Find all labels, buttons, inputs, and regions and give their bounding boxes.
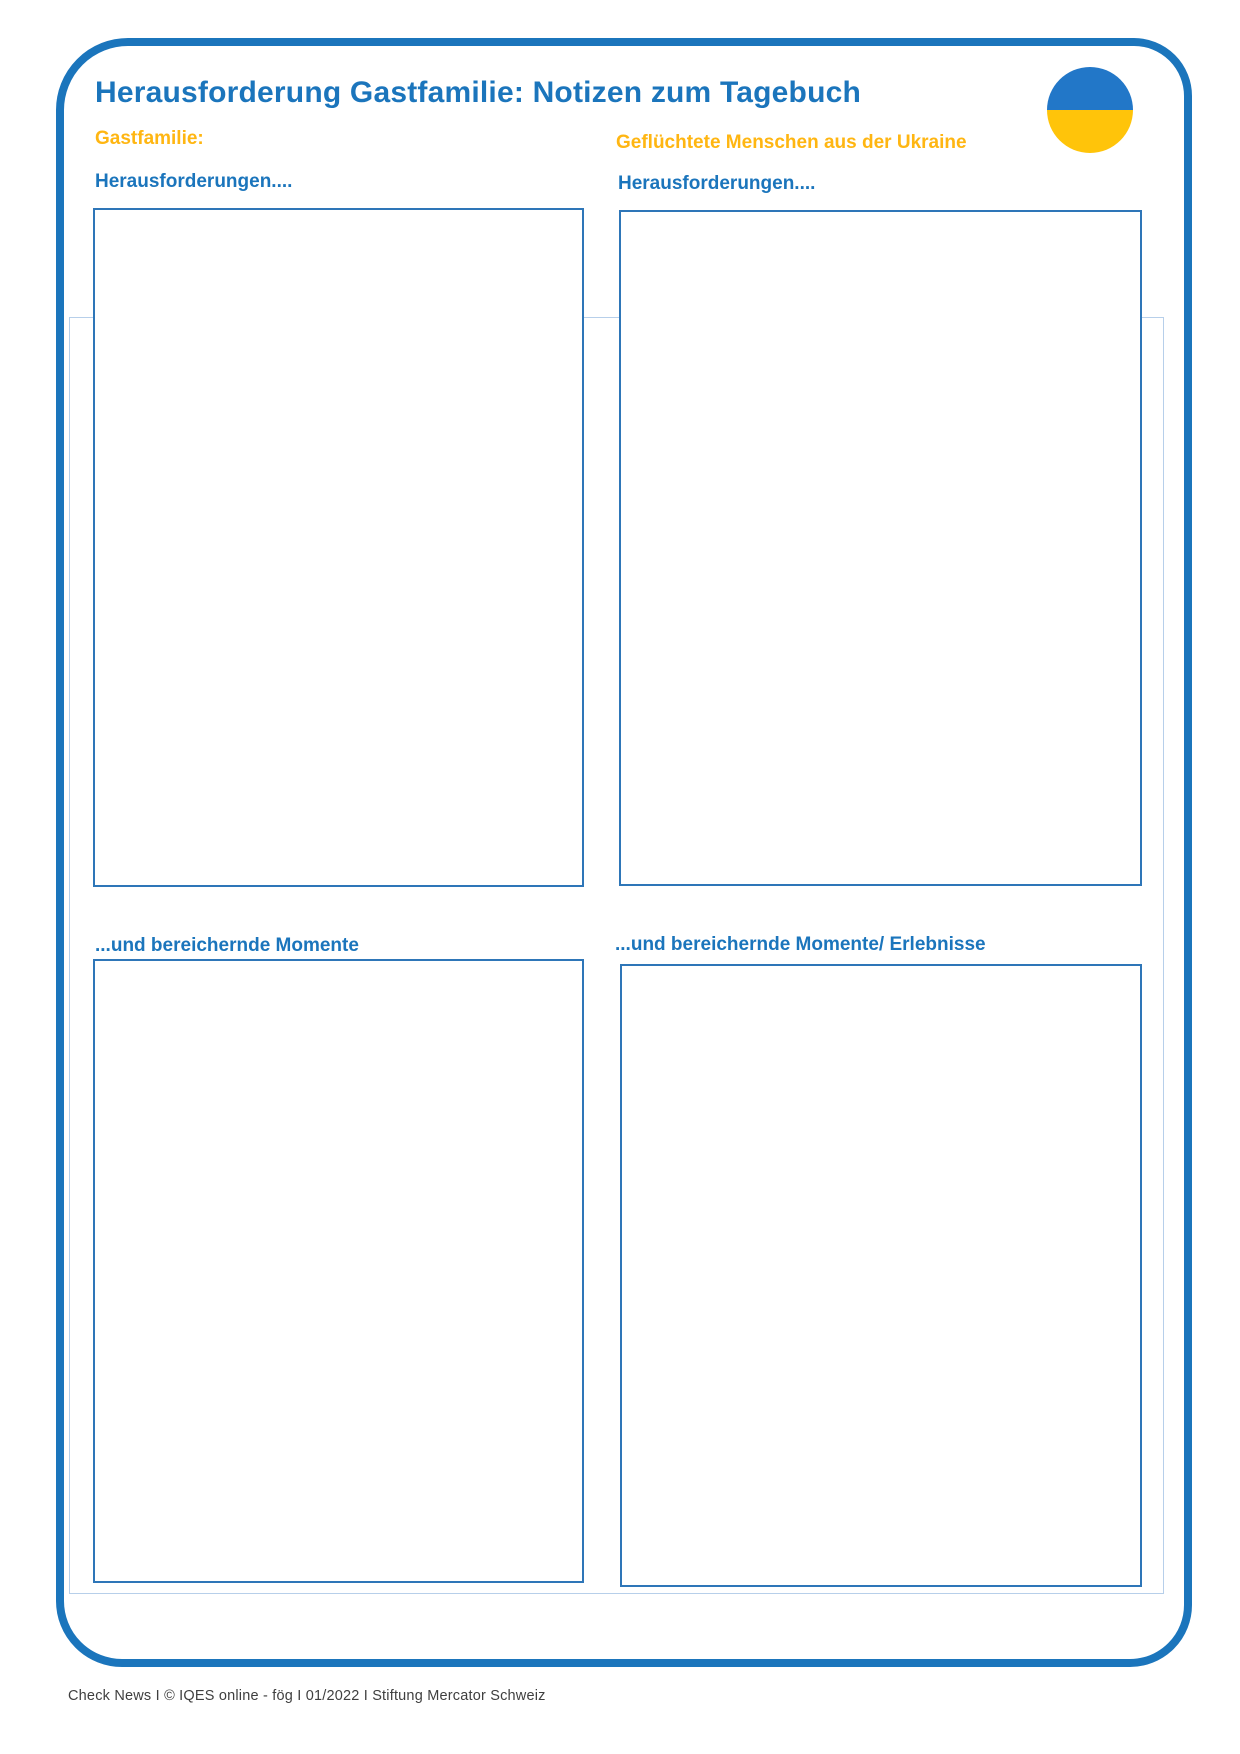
page-title: Herausforderung Gastfamilie: Notizen zum Tagebuch [95, 76, 862, 109]
notes-box-challenges-gastfamilie[interactable] [93, 208, 584, 887]
label-moments-right: ...und bereichernde Momente/ Erlebnisse [615, 934, 986, 955]
footer-credit: Check News I © IQES online - fög I 01/2022 I Stiftung Mercator Schweiz [68, 1688, 546, 1704]
label-challenges-right: Herausforderungen.... [618, 173, 816, 194]
column-header-gefluechtete: Geflüchtete Menschen aus der Ukraine [616, 132, 967, 153]
label-moments-left: ...und bereichernde Momente [95, 935, 359, 956]
notes-box-moments-gefluechtete[interactable] [620, 964, 1142, 1587]
notes-box-challenges-gefluechtete[interactable] [619, 210, 1142, 886]
label-challenges-left: Herausforderungen.... [95, 171, 293, 192]
column-header-gastfamilie: Gastfamilie: [95, 128, 204, 149]
notes-box-moments-gastfamilie[interactable] [93, 959, 584, 1583]
ukraine-flag-icon [1047, 67, 1133, 153]
